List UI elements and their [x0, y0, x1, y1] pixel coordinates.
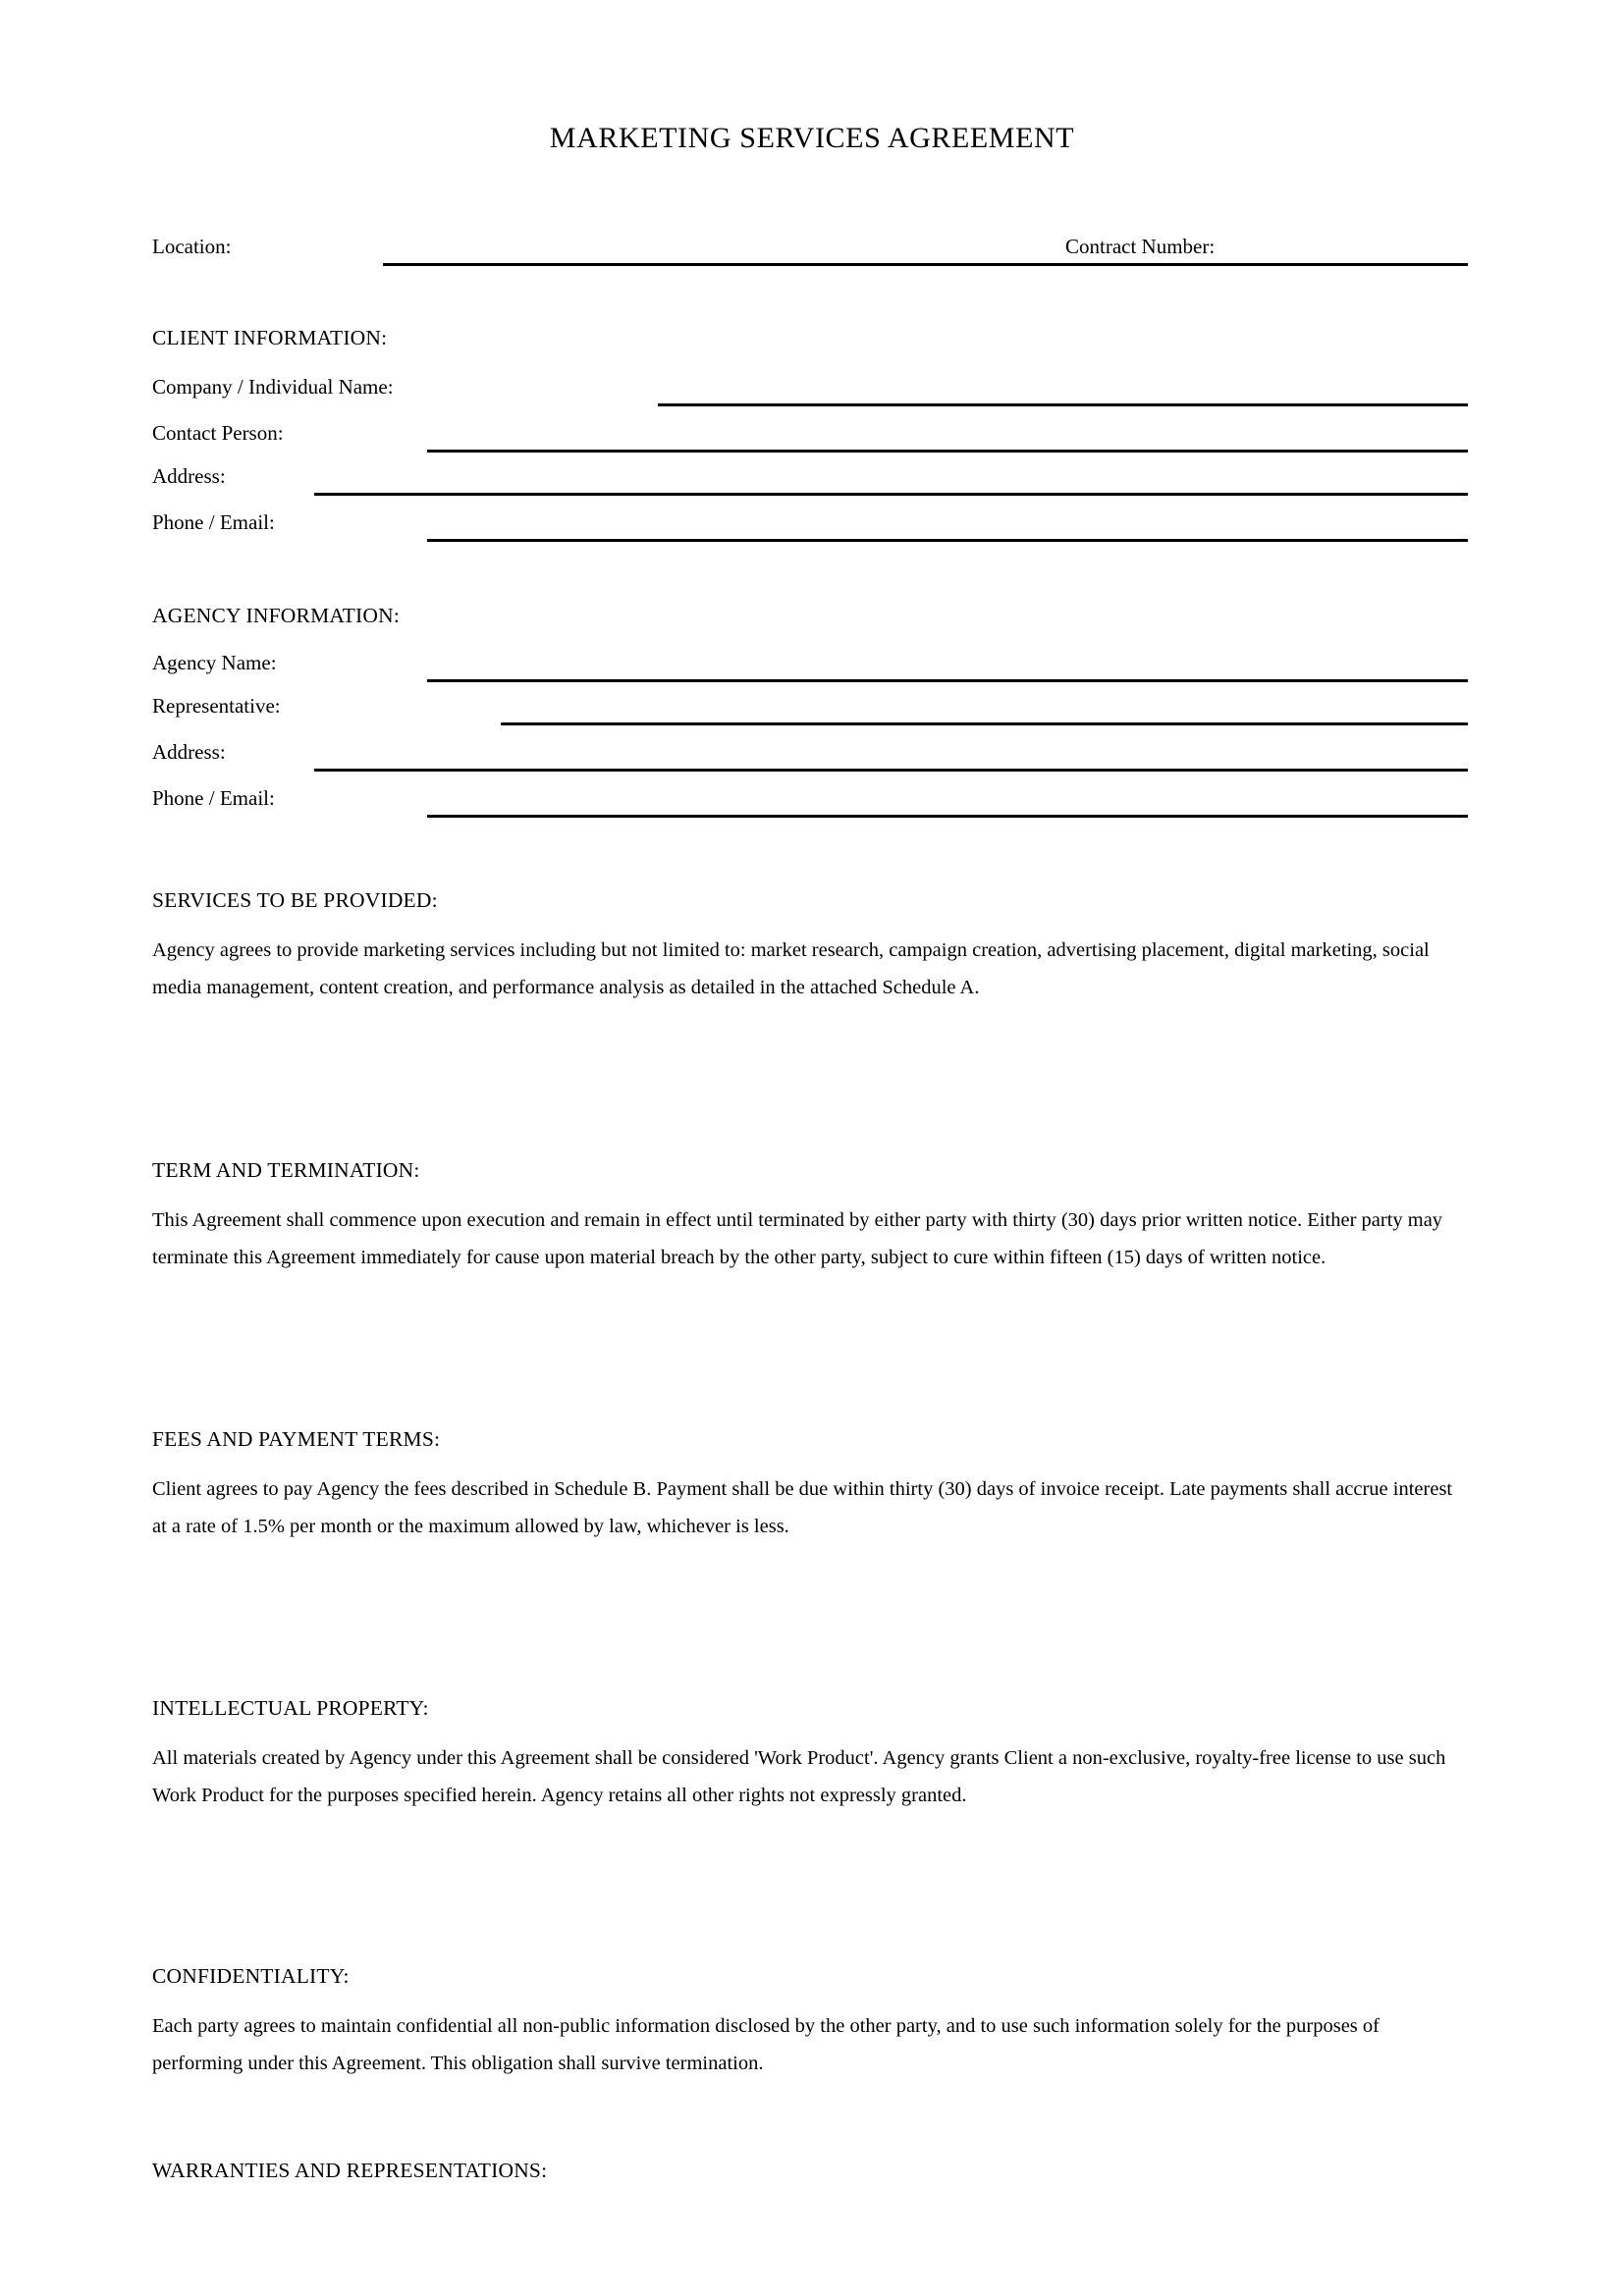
section-heading-confidentiality: CONFIDENTIALITY:	[152, 1964, 350, 1988]
agency-representative-row	[152, 692, 1468, 725]
agency-phone-email-row	[152, 784, 1468, 818]
section-body-intellectual-property: All materials created by Agency under this Agreement shall be considered 'Work Product'. Agency grants Client a non-exclusive, royalty-free license to use such Work Product for the purposes specified herein. Agency retains all other rights not expressly granted.	[152, 1747, 1446, 1806]
agency-phone-email-input-rule[interactable]	[427, 815, 1468, 818]
client-contact-person-row	[152, 419, 1468, 453]
agency-name-row	[152, 649, 1468, 682]
agency-address-row	[152, 738, 1468, 772]
client-phone-email-input-rule[interactable]	[427, 539, 1468, 542]
section-heading-fees-payment: FEES AND PAYMENT TERMS:	[152, 1427, 441, 1451]
client-address-row	[152, 462, 1468, 496]
location-contract-row	[152, 233, 1468, 266]
agency-representative-input-rule[interactable]	[501, 722, 1468, 725]
section-heading-term-termination: TERM AND TERMINATION:	[152, 1158, 420, 1182]
section-heading-services: SERVICES TO BE PROVIDED:	[152, 888, 438, 912]
location-contract-input-rule[interactable]	[383, 263, 1468, 266]
section-body-services: Agency agrees to provide marketing services including but not limited to: market research, campaign creation, advertising placement, digital marketing, social media management, content creation, and performance analysis as detailed in the attached Schedule A.	[152, 939, 1430, 998]
section-body-term-termination: This Agreement shall commence upon execution and remain in effect until terminated by either party with thirty (30) days prior written notice. Either party may terminate this Agreement immediately for cause upon material breach by the other party, subject to cure within fifteen (15) days of written notice.	[152, 1209, 1443, 1268]
agency-name-input-rule[interactable]	[427, 679, 1468, 682]
section-body-confidentiality: Each party agrees to maintain confidential all non-public information disclosed by the other party, and to use such information solely for the purposes of performing under this Agreement. This obligation shall survive termination.	[152, 2015, 1380, 2074]
client-information-heading: CLIENT INFORMATION:	[152, 326, 388, 349]
agency-phone-email-label: Phone / Email:	[152, 786, 275, 810]
agency-information-heading: AGENCY INFORMATION:	[152, 604, 401, 627]
client-contact-person-input-rule[interactable]	[427, 450, 1468, 453]
location-label: Location:	[152, 235, 232, 258]
client-phone-email-label: Phone / Email:	[152, 510, 275, 534]
section-heading-warranties: WARRANTIES AND REPRESENTATIONS:	[152, 2159, 548, 2182]
contract-number-label: Contract Number:	[1065, 235, 1216, 258]
section-heading-intellectual-property: INTELLECTUAL PROPERTY:	[152, 1696, 429, 1720]
agency-representative-label: Representative:	[152, 694, 281, 718]
page-title: MARKETING SERVICES AGREEMENT	[549, 122, 1075, 154]
client-contact-person-label: Contact Person:	[152, 421, 284, 445]
client-company-name-label: Company / Individual Name:	[152, 375, 394, 399]
agency-name-label: Agency Name:	[152, 651, 277, 674]
client-address-label: Address:	[152, 464, 226, 488]
section-body-fees-payment: Client agrees to pay Agency the fees described in Schedule B. Payment shall be due within thirty (30) days of invoice receipt. Late payments shall accrue interest at a rate of 1.5% per month or the maximum allowed by law, whichever is less.	[152, 1478, 1453, 1537]
agency-address-input-rule[interactable]	[314, 769, 1468, 772]
client-company-name-row	[152, 373, 1468, 406]
client-company-name-input-rule[interactable]	[658, 403, 1468, 406]
client-phone-email-row	[152, 508, 1468, 542]
client-address-input-rule[interactable]	[314, 493, 1468, 496]
agency-address-label: Address:	[152, 740, 226, 764]
